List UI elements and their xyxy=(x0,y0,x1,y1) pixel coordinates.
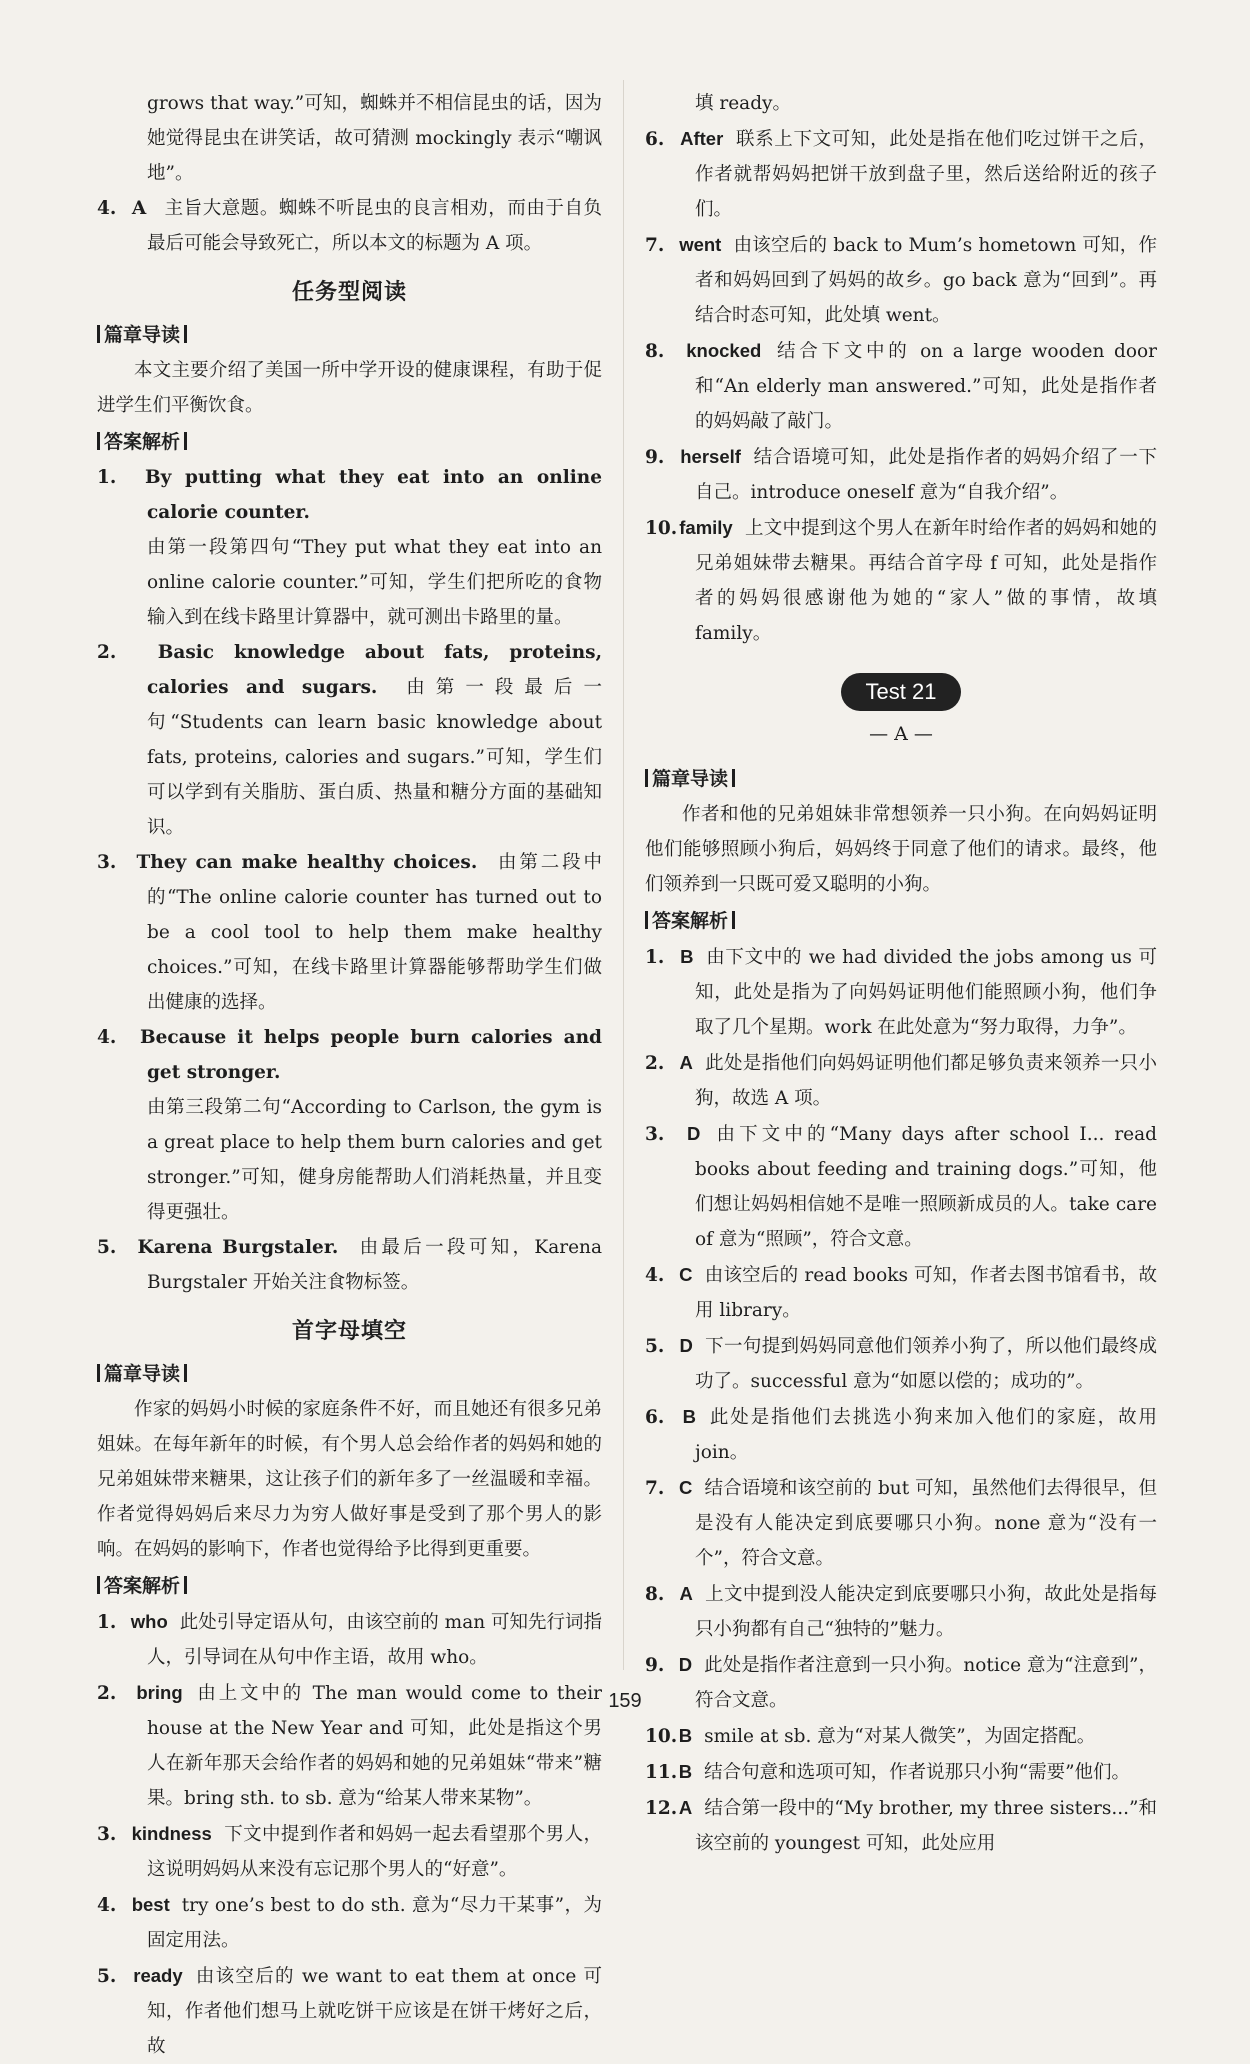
answer-item: 4. best try one’s best to do sth. 意为“尽力干某事”，为固定用法。 xyxy=(97,1894,602,1951)
guide-tag: 篇章导读 xyxy=(645,762,1157,797)
answer-item: 11. B 结合句意和选项可知，作者说那只小狗“需要”他们。 xyxy=(645,1761,1131,1783)
page-number: 159 xyxy=(608,1690,642,1712)
answer-item: 4. A 主旨大意题。蜘蛛不听昆虫的良言相劝，而由于自负最后可能会导致死亡，所以本文的标题为 A 项。 xyxy=(97,198,602,254)
answer-item: 7. C 结合语境和该空前的 but 可知，虽然他们去得很早，但是没有人能决定到底要哪只小狗。none 意为“没有一个”，符合文意。 xyxy=(645,1477,1157,1569)
answer-item: 1. who 此处引导定语从句，由该空前的 man 可知先行词指人，引导词在从句中作主语，故用 who。 xyxy=(97,1611,603,1668)
column-divider xyxy=(623,80,624,1670)
answer-item: 3. kindness 下文中提到作者和妈妈一起去看望那个男人，这说明妈妈从来没有忘记那个男人的“好意”。 xyxy=(97,1823,602,1880)
answer-item: 5. D 下一句提到妈妈同意他们领养小狗了，所以他们最终成功了。successful 意为“如愿以偿的；成功的”。 xyxy=(645,1335,1157,1392)
answer-item: 8. A 上文中提到没人能决定到底要哪只小狗，故此处是指每只小狗都有自己“独特的”魅力。 xyxy=(645,1583,1157,1640)
continued-text: grows that way.”可知，蜘蛛并不相信昆虫的话，因为她觉得昆虫在讲笑话，故可猜测 mockingly 表示“嘲讽地”。 xyxy=(147,93,602,184)
answer-item: 4. Because it helps people burn calories and get stronger. 由第三段第二句“According to Carlson, the gym is a great place to help them burn calories and get stronger.”可知，健身房能帮助人们消耗热量，并且变得更强壮。 xyxy=(97,1027,602,1223)
answer-item: 7. went 由该空后的 back to Mum’s hometown 可知，作者和妈妈回到了妈妈的故乡。go back 意为“回到”。再结合时态可知，此处填 went。 xyxy=(645,234,1157,326)
answer-tag: 答案解析 xyxy=(97,1569,602,1604)
section-title-task-reading: 任务型阅读 xyxy=(291,279,407,305)
guide-tag: 篇章导读 xyxy=(97,1357,602,1392)
answer-item: 3. They can make healthy choices. 由第二段中的“The online calorie counter has turned out to be a cool tool to help them make healthy choices.”可知，在线卡路里计算器能够帮助学生们做出健康的选择。 xyxy=(97,852,602,1013)
answer-item: 10. B smile at sb. 意为“对某人微笑”，为固定搭配。 xyxy=(645,1725,1096,1747)
guide-text: 本文主要介绍了美国一所中学开设的健康课程，有助于促进学生们平衡饮食。 xyxy=(97,360,602,416)
left-column xyxy=(97,86,602,2064)
answer-item: 12. A 结合第一段中的“My brother, my three sisters...”和该空前的 youngest 可知，此处应用 xyxy=(645,1797,1158,1854)
answer-item: 1. B 由下文中的 we had divided the jobs among us 可知，此处是指为了向妈妈证明他们能照顾小狗，他们争取了几个星期。work 在此处意为“努力取得，力争”。 xyxy=(645,946,1157,1038)
continued-text: 填 ready。 xyxy=(695,93,791,114)
answer-tag: 答案解析 xyxy=(97,425,602,460)
answer-item: 1. By putting what they eat into an online calorie counter. 由第一段第四句“They put what they eat into an online calorie counter.”可知，学生们把所吃的食物输入到在线卡路里计算器中，就可测出卡路里的量。 xyxy=(97,467,602,628)
answer-item: 2. bring 由上文中的 The man would come to their house at the New Year and 可知，此处是指这个男人在新年那天会给作者的妈妈和她的兄弟姐妹“带来”糖果。bring sth. to sb. 意为“给某人带来某物”。 xyxy=(97,1682,602,1809)
right-column xyxy=(645,86,1157,1861)
test-badge: Test 21 xyxy=(841,673,961,711)
part-label: — A — xyxy=(869,723,933,745)
answer-tag: 答案解析 xyxy=(645,904,1157,939)
answer-item: 10. family 上文中提到这个男人在新年时给作者的妈妈和她的兄弟姐妹带去糖果。再结合首字母 f 可知，此处是指作者的妈妈很感谢他为她的“家人”做的事情，故填 family。 xyxy=(645,517,1157,644)
answer-item: 9. D 此处是指作者注意到一只小狗。notice 意为“注意到”，符合文意。 xyxy=(645,1654,1157,1711)
guide-text: 作者和他的兄弟姐妹非常想领养一只小狗。在向妈妈证明他们能够照顾小狗后，妈妈终于同意了他们的请求。最终，他们领养到一只既可爱又聪明的小狗。 xyxy=(645,804,1157,895)
section-title-initial-letter: 首字母填空 xyxy=(291,1318,407,1344)
answer-item: 8. knocked 结合下文中的 on a large wooden door 和“An elderly man answered.”可知，此处是指作者的妈妈敲了敲门。 xyxy=(645,340,1157,432)
answer-item: 2. Basic knowledge about fats, proteins, calories and sugars. 由第一段最后一句“Students can learn basic knowledge about fats, proteins, calories and sugars.”可知，学生们可以学到有关脂肪、蛋白质、热量和糖分方面的基础知识。 xyxy=(97,642,603,838)
answer-item: 3. D 由下文中的“Many days after school I... read books about feeding and training dogs.”可知，他们想让妈妈相信她不是唯一照顾新成员的人。take care of 意为“照顾”，符合文意。 xyxy=(645,1123,1158,1250)
answer-item: 5. ready 由该空后的 we want to eat them at once 可知，作者他们想马上就吃饼干应该是在饼干烤好之后，故 xyxy=(97,1965,602,2057)
guide-text: 作家的妈妈小时候的家庭条件不好，而且她还有很多兄弟姐妹。在每年新年的时候，有个男人总会给作者的妈妈和她的兄弟姐妹带来糖果，这让孩子们的新年多了一丝温暖和幸福。作者觉得妈妈后来尽力为穷人做好事是受到了那个男人的影响。在妈妈的影响下，作者也觉得给予比得到更重要。 xyxy=(97,1399,602,1560)
answer-item: 2. A 此处是指他们向妈妈证明他们都足够负责来领养一只小狗，故选 A 项。 xyxy=(645,1052,1157,1109)
answer-item: 9. herself 结合语境可知，此处是指作者的妈妈介绍了一下自己。introduce oneself 意为“自我介绍”。 xyxy=(645,446,1157,503)
answer-item: 4. C 由该空后的 read books 可知，作者去图书馆看书，故用 library。 xyxy=(645,1264,1157,1321)
answer-item: 6. B 此处是指他们去挑选小狗来加入他们的家庭，故用 join。 xyxy=(645,1406,1157,1463)
guide-tag: 篇章导读 xyxy=(97,318,602,353)
answer-item: 5. Karena Burgstaler. 由最后一段可知，Karena Burgstaler 开始关注食物标签。 xyxy=(97,1237,603,1293)
answer-item: 6. After 联系上下文可知，此处是指在他们吃过饼干之后，作者就帮妈妈把饼干放到盘子里，然后送给附近的孩子们。 xyxy=(645,128,1157,220)
